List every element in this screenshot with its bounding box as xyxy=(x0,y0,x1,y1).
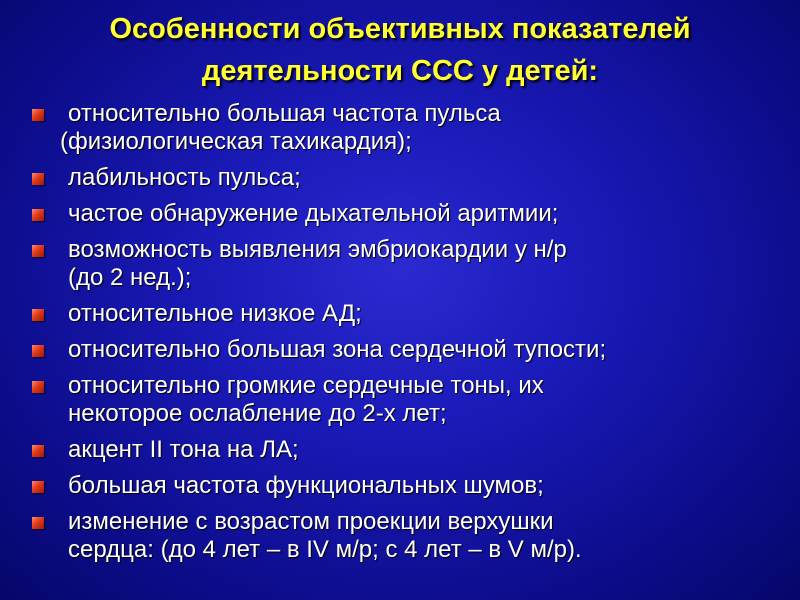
list-item xyxy=(30,300,780,328)
list-item-text: (до 2 нед.); xyxy=(68,264,192,291)
square-bullet-icon xyxy=(32,345,44,357)
slide-title xyxy=(0,8,800,92)
list-item xyxy=(30,100,780,156)
list-item-text: относительное низкое АД; xyxy=(68,300,362,327)
list-item-text: акцент II тона на ЛА; xyxy=(68,436,299,463)
square-bullet-icon xyxy=(32,481,44,493)
list-item xyxy=(30,508,780,564)
square-bullet-icon xyxy=(32,173,44,185)
list-item-text: некоторое ослабление до 2-х лет; xyxy=(68,400,447,427)
square-bullet-icon xyxy=(32,245,44,257)
square-bullet-icon xyxy=(32,309,44,321)
list-item-text: лабильность пульса; xyxy=(68,164,301,191)
list-item xyxy=(30,336,780,364)
square-bullet-icon xyxy=(32,109,44,121)
slide-title-line-2: деятельности ССС у детей: xyxy=(201,55,599,87)
list-item-text: большая частота функциональных шумов; xyxy=(68,472,544,499)
list-item-text: частое обнаружение дыхательной аритмии; xyxy=(68,200,559,227)
square-bullet-icon xyxy=(32,445,44,457)
list-item-text: изменение с возрастом проекции верхушки xyxy=(68,508,554,535)
list-item-text: (физиологическая тахикардия); xyxy=(60,128,412,155)
list-item xyxy=(30,472,780,500)
list-item-text: относительно большая частота пульса xyxy=(68,100,501,127)
list-item xyxy=(30,436,780,464)
list-item-text: относительно громкие сердечные тоны, их xyxy=(68,372,544,399)
slide-title-line-1: Особенности объективных показателей xyxy=(109,13,691,45)
list-item xyxy=(30,200,780,228)
list-item-text: возможность выявления эмбриокардии у н/р xyxy=(68,236,567,263)
square-bullet-icon xyxy=(32,209,44,221)
list-item xyxy=(30,372,780,428)
square-bullet-icon xyxy=(32,517,44,529)
list-item-text: относительно большая зона сердечной тупости; xyxy=(68,336,607,363)
list-item xyxy=(30,236,780,292)
list-item xyxy=(30,164,780,192)
square-bullet-icon xyxy=(32,381,44,393)
bullet-list xyxy=(30,100,780,572)
list-item-text: сердца: (до 4 лет – в IV м/р; с 4 лет – в V м/р). xyxy=(68,536,582,563)
